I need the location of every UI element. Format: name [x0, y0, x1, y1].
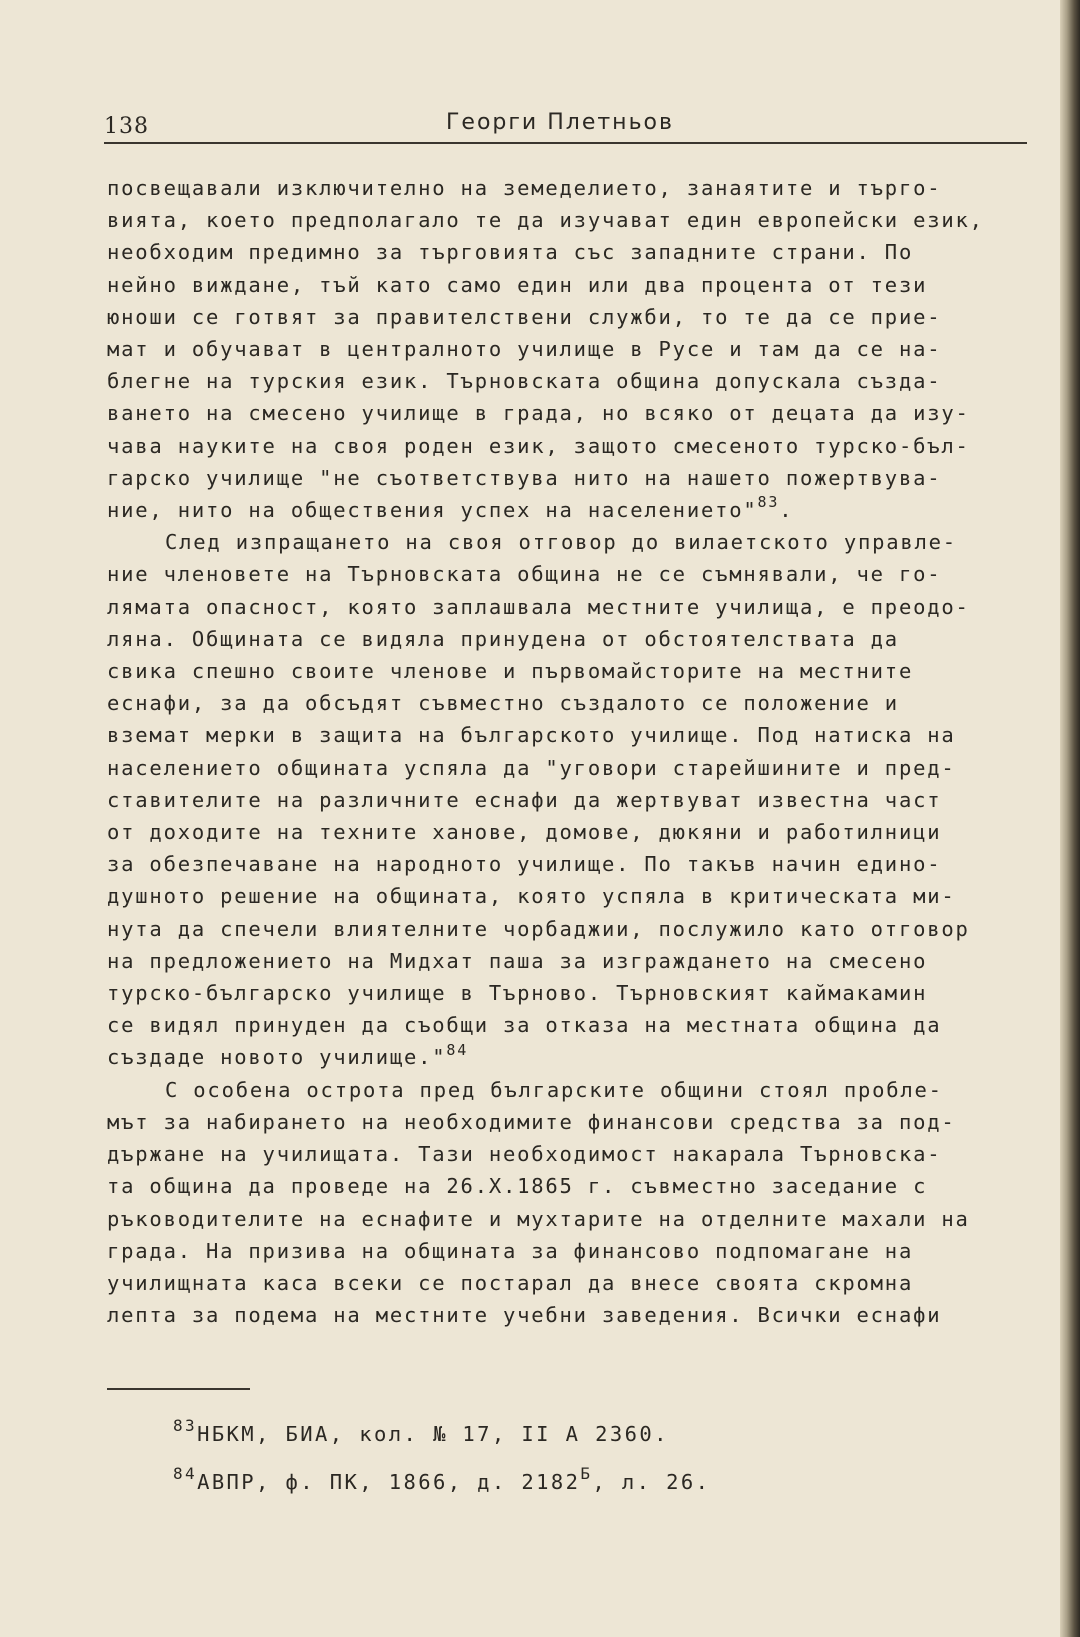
text-line: се видял принуден да съобщи за отказа на местната община да	[107, 1013, 942, 1038]
text-line	[107, 1041, 1037, 1073]
text-line: необходим предимно за търговията със западните страни. По	[107, 240, 914, 265]
running-head: Георги Плетньов	[446, 110, 674, 135]
footnote-divider	[107, 1388, 250, 1390]
text-line: ставителите на различните еснафи да жертвуват известна част	[107, 787, 942, 812]
text-segment: създаде новото училище."	[107, 1045, 447, 1070]
text-line: чава науките на своя роден език, защото смесеното турско-бъл-	[107, 433, 970, 458]
text-line: училищната каса всеки се постарал да внесе своята скромна	[107, 1270, 914, 1295]
page-number: 138	[104, 114, 149, 139]
footnote-superscript: Б	[580, 1464, 593, 1484]
footnote-number: 84	[173, 1464, 198, 1484]
text-line: ние членовете на Търновската община не се съмнявали, че го-	[107, 562, 942, 587]
text-line: вземат мерки в защита на българското училище. Под натиска на	[107, 723, 956, 748]
text-line: лепта за подема на местните учебни заведения. Всички еснафи	[107, 1303, 942, 1328]
body-text	[107, 172, 1037, 1331]
text-line: мът за набирането на необходимите финансови средства за под-	[107, 1109, 956, 1134]
text-line: посвещавали изключително на земеделието, занаятите и търго-	[107, 176, 942, 200]
footnote-text: АВПР, ф. ПК, 1866, д. 2182	[197, 1470, 581, 1494]
text-line: душното решение на общината, която успяла в критическата ми-	[107, 884, 956, 909]
text-line: от доходите на техните ханове, домове, дюкяни и работилници	[107, 820, 942, 845]
footnote-text: НБКМ, БИА, кол. № 17, II А 2360.	[197, 1422, 669, 1446]
text-line: ръководителите на еснафите и мухтарите на отделните махали на	[107, 1206, 970, 1231]
text-line: юноши се готвят за правителствени служби, то те да се прие-	[107, 304, 942, 329]
text-line	[107, 494, 1037, 526]
text-line: еснафи, за да обсъдят съвместно създалото се положение и	[107, 691, 899, 716]
text-line: турско-българско училище в Търново. Търновският каймакамин	[107, 981, 928, 1006]
page-header	[104, 110, 1027, 144]
text-line: държане на училищата. Тази необходимост накарала Търновска-	[107, 1142, 942, 1167]
footnote-number: 83	[173, 1416, 198, 1436]
footnotes	[173, 1410, 710, 1506]
text-line: та община да проведе на 26.X.1865 г. съвместно заседание с	[107, 1174, 928, 1199]
text-line: блегне на турския език. Търновската община допускала създа-	[107, 369, 942, 394]
text-line: С особена острота пред българските общини стоял пробле-	[165, 1077, 943, 1102]
text-line: нейно виждане, тъй като само един или два процента от тези	[107, 272, 928, 297]
text-line: След изпращането на своя отговор до вилаетското управле-	[165, 530, 957, 555]
text-line: населението общината успяла да "уговори старейшините и пред-	[107, 755, 956, 780]
text-line: града. На призива на общината за финансово подпомагане на	[107, 1238, 914, 1263]
text-line: ляна. Общината се видяла принудена от обстоятелствата да	[107, 626, 899, 651]
text-line: свика спешно своите членове и първомайсторите на местните	[107, 659, 914, 684]
text-line: вията, което предполагало те да изучават един европейски език,	[107, 208, 984, 233]
text-line: гарско училище "не съответствува нито на нашето пожертвува-	[107, 465, 942, 490]
text-line: ването на смесено училище в града, но всяко от децата да изу-	[107, 401, 970, 426]
text-line: нута да спечели влиятелните чорбаджии, послужило като отговор	[107, 916, 970, 941]
text-segment: ние, нито на обществения успех на населението"	[107, 498, 758, 523]
text-segment: .	[779, 498, 794, 523]
footnote-84	[173, 1458, 710, 1506]
footnote-83	[173, 1410, 710, 1458]
text-line: лямата опасност, която заплашвала местните училища, е преодо-	[107, 594, 970, 619]
text-line: мат и обучават в централното училище в Русе и там да се на-	[107, 337, 942, 362]
footnote-ref-84: 84	[446, 1040, 469, 1059]
page-edge-shadow	[1060, 0, 1080, 1637]
text-line: на предложението на Мидхат паша за изграждането на смесено	[107, 948, 928, 973]
footnote-text: , л. 26.	[592, 1470, 711, 1494]
footnote-ref-83: 83	[757, 493, 780, 512]
text-line: за обезпечаване на народното училище. По такъв начин едино-	[107, 852, 942, 877]
